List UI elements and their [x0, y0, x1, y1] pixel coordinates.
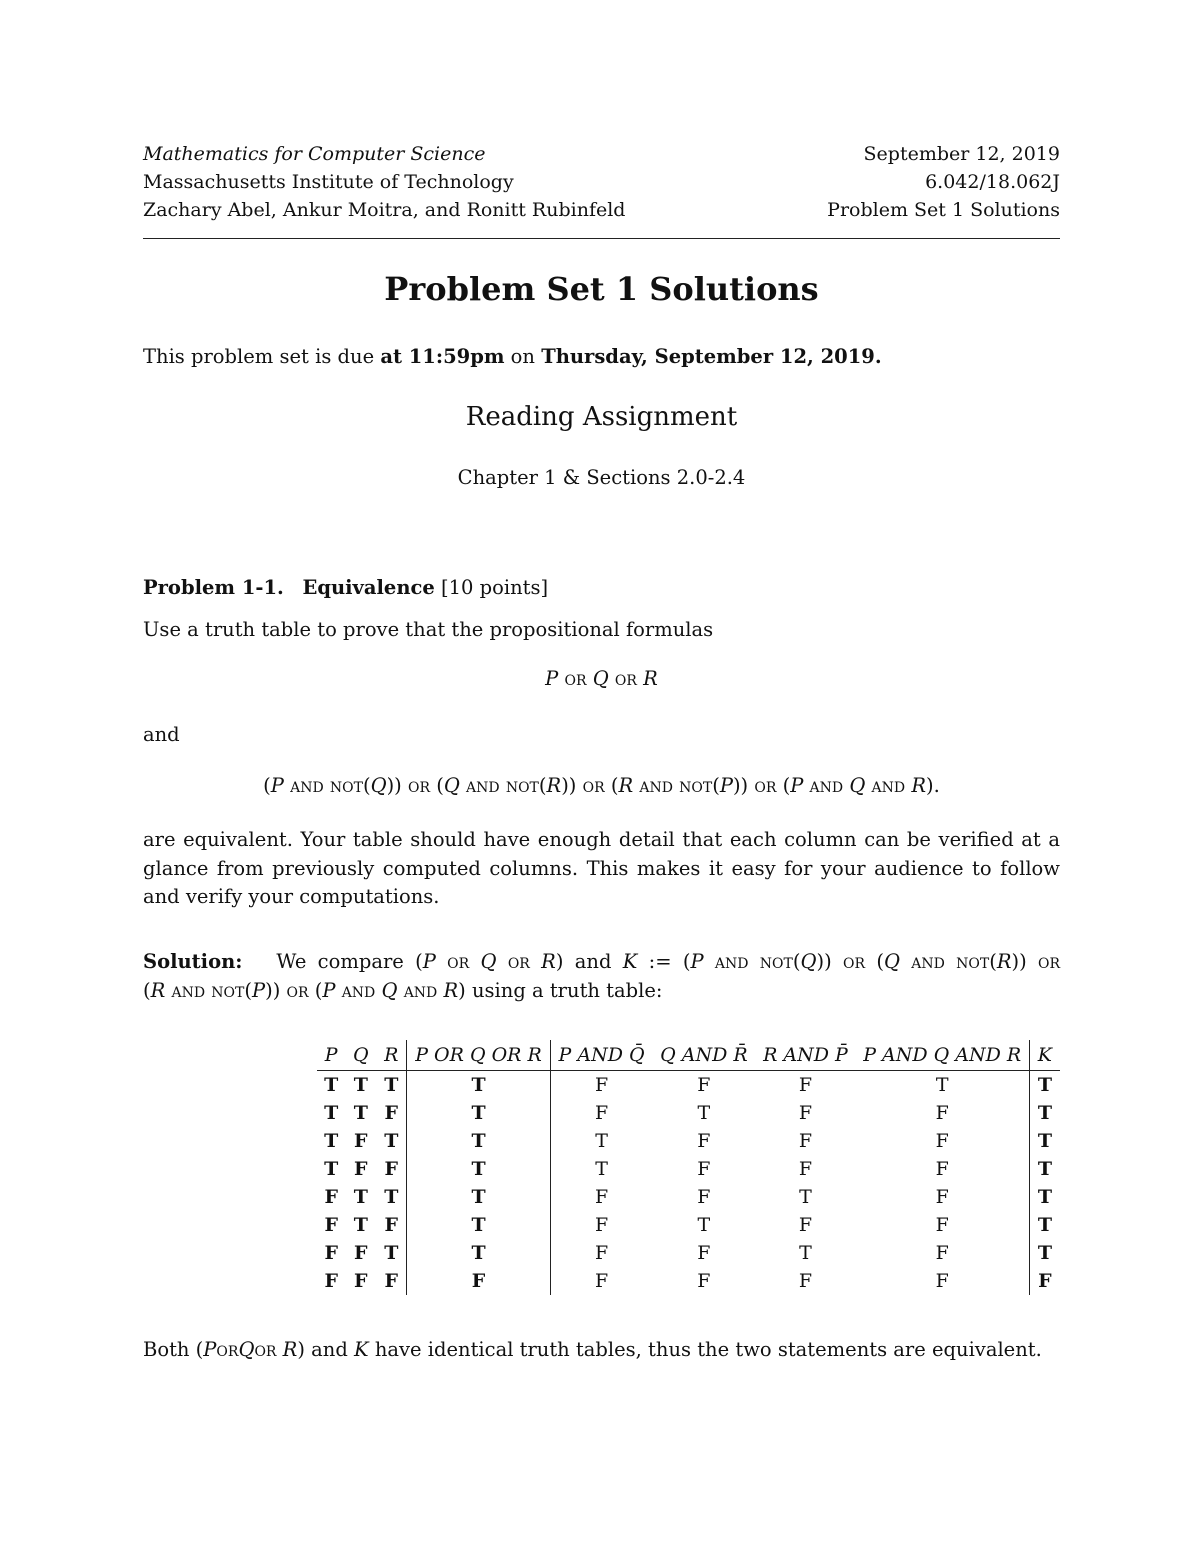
table-cell: F: [697, 1130, 711, 1152]
formula-two: (P and not(Q)) or (Q and not(R)) or (R and not(P)) or (P and Q and R).: [263, 774, 940, 797]
reading-chapters: Chapter 1 & Sections 2.0-2.4: [457, 466, 746, 489]
table-cell: F: [697, 1270, 711, 1292]
table-cell: F: [407, 1267, 550, 1295]
table-cell: T: [353, 1186, 368, 1208]
table-cell: T: [697, 1214, 711, 1236]
doc-label: Problem Set 1 Solutions: [827, 199, 1060, 221]
table-cell: F: [1029, 1267, 1060, 1295]
table-cell: F: [384, 1270, 399, 1292]
table-cell: T: [353, 1102, 368, 1124]
col-header: R AND P̄: [755, 1040, 855, 1071]
table-cell: F: [697, 1074, 711, 1096]
table-cell: F: [697, 1158, 711, 1180]
table-cell: F: [354, 1242, 368, 1264]
reading-heading: Reading Assignment: [465, 402, 738, 432]
table-cell: F: [697, 1242, 711, 1264]
table-cell: T: [1029, 1071, 1060, 1100]
table-cell: F: [798, 1130, 813, 1152]
table-cell: T: [407, 1155, 550, 1183]
table-cell: T: [1029, 1099, 1060, 1127]
table-cell: F: [697, 1186, 711, 1208]
table-cell: T: [324, 1102, 339, 1124]
problem-heading: Problem 1-1. Equivalence [10 points]: [143, 576, 549, 599]
table-cell: F: [935, 1214, 949, 1236]
course-number: 6.042/18.062J: [925, 171, 1060, 193]
header-date: September 12, 2019: [863, 143, 1060, 165]
table-cell: F: [324, 1186, 338, 1208]
table-row: [317, 1071, 1060, 1100]
table-cell: T: [550, 1155, 652, 1183]
table-cell: T: [1029, 1183, 1060, 1211]
table-cell: F: [550, 1239, 652, 1267]
page-title: Problem Set 1 Solutions: [384, 270, 819, 308]
table-cell: F: [324, 1270, 338, 1292]
table-cell: F: [324, 1214, 338, 1236]
conclusion: Both (PorQor R) and K have identical truth tables, thus the two statements are equivalent.: [143, 1338, 1042, 1361]
table-cell: T: [1029, 1239, 1060, 1267]
table-cell: T: [407, 1127, 550, 1155]
col-header: P AND Q̄: [550, 1040, 652, 1071]
table-cell: F: [354, 1130, 368, 1152]
table-cell: T: [407, 1183, 550, 1211]
col-header: Q AND R̄: [653, 1040, 756, 1071]
table-cell: T: [1029, 1155, 1060, 1183]
table-cell: F: [798, 1158, 813, 1180]
col-header: P OR Q OR R: [407, 1040, 550, 1071]
col-header: K: [1029, 1040, 1060, 1071]
table-cell: T: [935, 1074, 949, 1096]
course-title: Mathematics for Computer Science: [143, 143, 486, 165]
table-cell: T: [1029, 1127, 1060, 1155]
table-cell: F: [550, 1211, 652, 1239]
table-cell: F: [354, 1270, 368, 1292]
institution: Massachusetts Institute of Technology: [143, 171, 514, 193]
table-cell: T: [384, 1130, 399, 1152]
table-cell: F: [798, 1270, 813, 1292]
table-cell: F: [935, 1102, 949, 1124]
table-cell: F: [354, 1158, 368, 1180]
table-cell: F: [384, 1158, 399, 1180]
table-cell: T: [324, 1130, 339, 1152]
table-cell: F: [550, 1071, 652, 1100]
col-header: P: [317, 1040, 345, 1071]
table-cell: F: [935, 1158, 949, 1180]
table-row: [317, 1267, 1060, 1295]
table-cell: F: [798, 1214, 813, 1236]
table-cell: T: [384, 1242, 399, 1264]
col-header: R: [376, 1040, 407, 1071]
problem-body: are equivalent. Your table should have enough detail that each column can be verified at a glance from previously computed columns. This makes it easy for your audience to follow and verify your computations.: [143, 828, 1060, 908]
table-cell: T: [550, 1127, 652, 1155]
page-header: [143, 140, 1060, 224]
table-row: [317, 1099, 1060, 1127]
due-statement: This problem set is due at 11:59pm on Thursday, September 12, 2019.: [143, 345, 882, 368]
col-header: P AND Q AND R: [856, 1040, 1030, 1071]
table-row: [317, 1211, 1060, 1239]
table-cell: F: [550, 1099, 652, 1127]
table-cell: T: [407, 1071, 550, 1100]
table-cell: F: [384, 1102, 399, 1124]
table-cell: T: [353, 1074, 368, 1096]
header-rule: [143, 238, 1060, 239]
solution-line-2: (R and not(P)) or (P and Q and R) using a truth table:: [143, 979, 663, 1002]
table-cell: T: [407, 1099, 550, 1127]
table-cell: F: [324, 1242, 338, 1264]
table-row: [317, 1155, 1060, 1183]
table-cell: F: [935, 1130, 949, 1152]
table-cell: T: [1029, 1211, 1060, 1239]
and-word: and: [143, 723, 180, 746]
table-cell: T: [799, 1242, 812, 1264]
col-header: Q: [345, 1040, 376, 1071]
table-cell: T: [697, 1102, 711, 1124]
table-cell: T: [324, 1158, 339, 1180]
problem-intro: Use a truth table to prove that the propositional formulas: [143, 618, 714, 641]
table-cell: T: [407, 1239, 550, 1267]
table-cell: T: [384, 1186, 399, 1208]
table-cell: F: [935, 1270, 949, 1292]
table-cell: F: [798, 1074, 813, 1096]
truth-table-header: [317, 1040, 1060, 1071]
table-cell: T: [407, 1211, 550, 1239]
table-cell: F: [384, 1214, 399, 1236]
table-cell: F: [550, 1267, 652, 1295]
table-cell: T: [799, 1186, 812, 1208]
truth-table: [317, 1040, 1060, 1295]
table-cell: F: [935, 1186, 949, 1208]
table-cell: F: [798, 1102, 813, 1124]
authors: Zachary Abel, Ankur Moitra, and Ronitt Rubinfeld: [143, 199, 626, 221]
table-cell: F: [935, 1242, 949, 1264]
formula-one: P or Q or R: [545, 667, 658, 690]
document-page: [143, 0, 1060, 1553]
table-cell: T: [384, 1074, 399, 1096]
table-row: [317, 1239, 1060, 1267]
table-cell: T: [324, 1074, 339, 1096]
table-row: [317, 1183, 1060, 1211]
table-cell: F: [550, 1183, 652, 1211]
solution-line-1: Solution: We compare (P or Q or R) and K := (P and not(Q)) or (Q and not(R)) or: [143, 950, 1061, 973]
table-cell: T: [353, 1214, 368, 1236]
table-row: [317, 1127, 1060, 1155]
